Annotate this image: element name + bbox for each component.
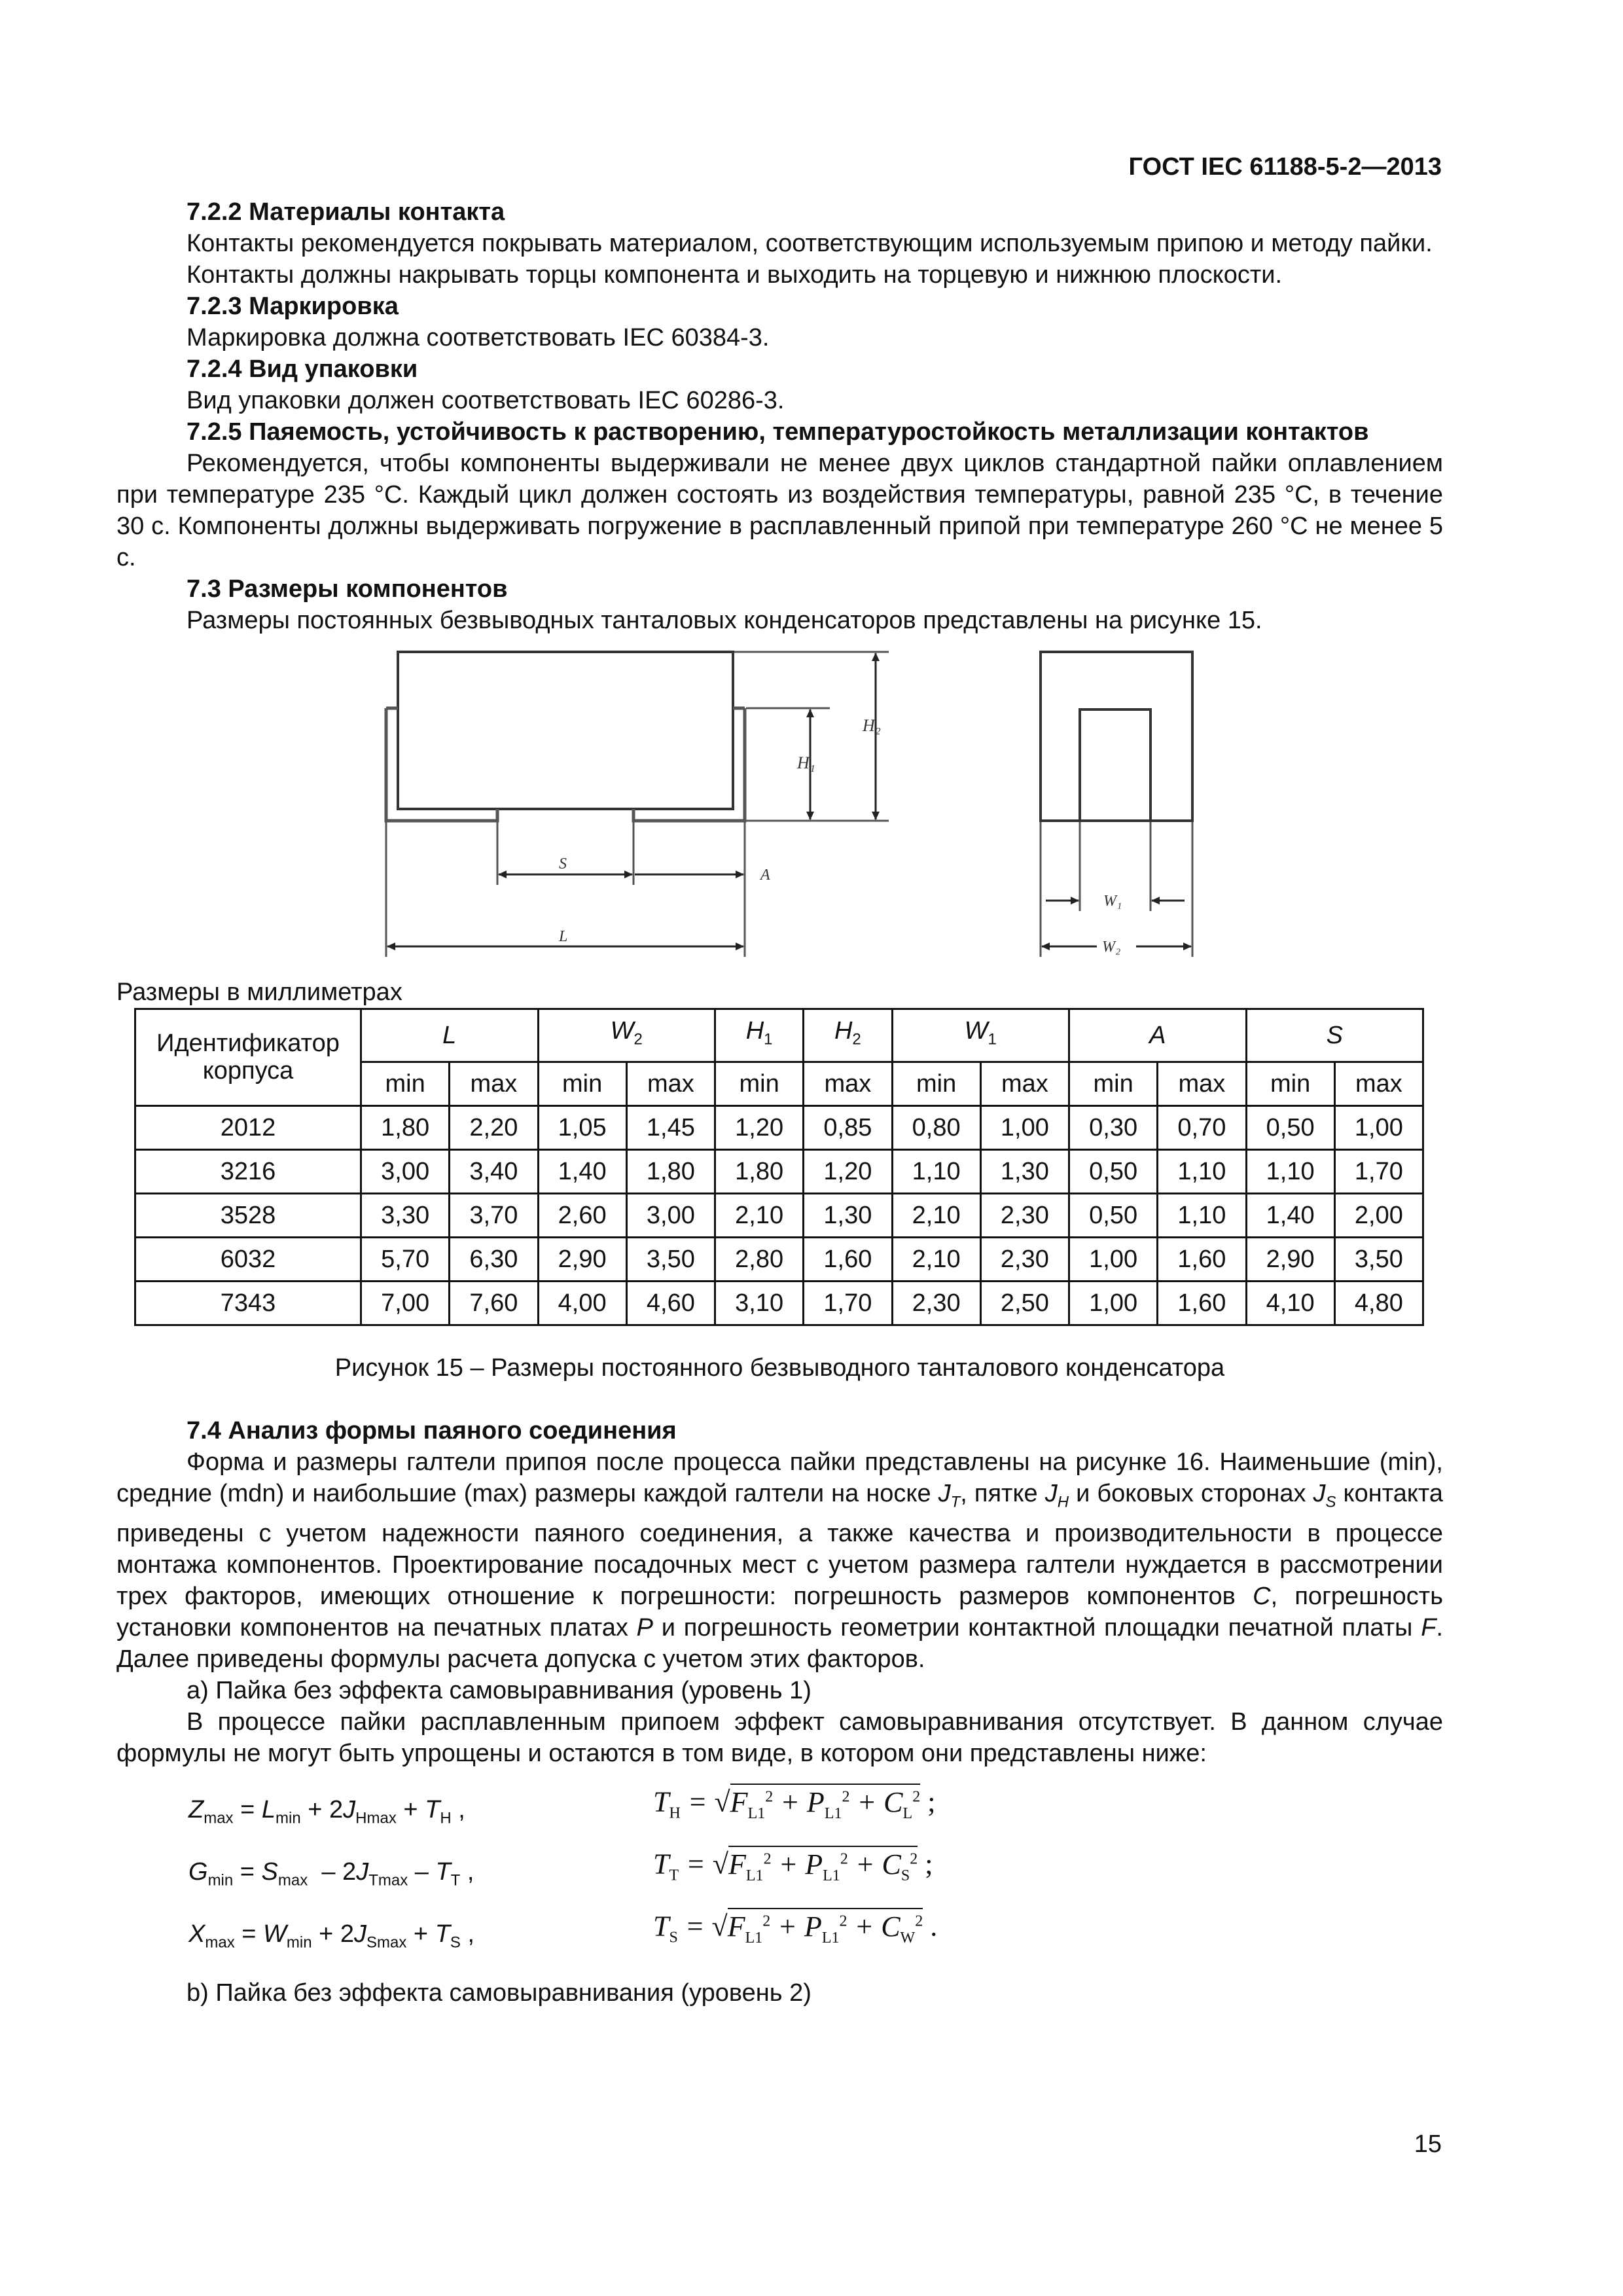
dimension-cell: 3,10 bbox=[715, 1281, 804, 1325]
page-content bbox=[116, 196, 1443, 2009]
dimension-cell: 2,10 bbox=[892, 1193, 980, 1237]
paragraph: Вид упаковки должен соответствовать IEC 60286-3. bbox=[187, 387, 785, 414]
dimension-cell: 7,60 bbox=[450, 1281, 538, 1325]
section-7-2-5-title: 7.2.5 Паяемость, устойчивость к растворению, температуростойкость металлизации контактов bbox=[187, 418, 1369, 446]
dimension-cell: 3,50 bbox=[626, 1237, 715, 1281]
paragraph: Размеры постоянных безвыводных танталовых конденсаторов представлены на рисунке 15. bbox=[187, 607, 1262, 634]
table-row bbox=[135, 1105, 1423, 1149]
dimension-cell: 1,80 bbox=[626, 1149, 715, 1193]
section-7-2-4-title: 7.2.4 Вид упаковки bbox=[187, 355, 418, 383]
dimension-cell: 4,10 bbox=[1246, 1281, 1334, 1325]
dimension-cell: 1,80 bbox=[715, 1149, 804, 1193]
dimension-cell: 1,10 bbox=[1246, 1149, 1334, 1193]
capacitor-body-side bbox=[398, 652, 733, 809]
units-note: Размеры в миллиметрах bbox=[116, 978, 402, 1006]
dimension-cell: 3,00 bbox=[361, 1149, 450, 1193]
formula-th: $T_H = √F_{L1}^2 + P_{L1}^2 + C_L^2$ ; bbox=[653, 1781, 935, 1829]
dimension-cell: 0,85 bbox=[804, 1105, 892, 1149]
dimension-cell: 0,50 bbox=[1246, 1105, 1334, 1149]
dimension-cell: 2,90 bbox=[538, 1237, 626, 1281]
subheader-max: max bbox=[1334, 1062, 1423, 1105]
case-id-cell: 7343 bbox=[135, 1281, 361, 1325]
header-w1: $W_1$ bbox=[892, 1009, 1069, 1062]
table-body bbox=[135, 1105, 1423, 1325]
figure-caption: Рисунок 15 – Размеры постоянного безвыводного танталового конденсатора bbox=[334, 1354, 1225, 1382]
list-item-b: b) Пайка без эффекта самовыравнивания (уровень 2) bbox=[187, 1979, 812, 2007]
formula-xmax: $X_{max} = W_{min} + 2J_{Smax} + T_S$ , bbox=[188, 1920, 475, 1952]
dimensions-table bbox=[134, 1008, 1424, 1326]
dimension-cell: 6,30 bbox=[450, 1237, 538, 1281]
dimension-cell: 2,50 bbox=[980, 1281, 1069, 1325]
dimension-cell: 4,60 bbox=[626, 1281, 715, 1325]
dimension-cell: 1,30 bbox=[980, 1149, 1069, 1193]
subheader-max: max bbox=[1158, 1062, 1246, 1105]
case-id-cell: 3528 bbox=[135, 1193, 361, 1237]
document-header: ГОСТ IEC 61188-5-2—2013 bbox=[1128, 153, 1442, 181]
dimension-cell: 1,05 bbox=[538, 1105, 626, 1149]
header-w2: $W_2$ bbox=[538, 1009, 715, 1062]
paragraph: Контакты рекомендуется покрывать материалом, соответствующим используемым припою и методу пайки. bbox=[187, 230, 1433, 257]
table-row bbox=[135, 1149, 1423, 1193]
dimension-cell: 1,40 bbox=[1246, 1193, 1334, 1237]
case-id-cell: 2012 bbox=[135, 1105, 361, 1149]
subheader-min: min bbox=[1246, 1062, 1334, 1105]
dimension-cell: 2,30 bbox=[892, 1281, 980, 1325]
dimension-cell: 1,10 bbox=[892, 1149, 980, 1193]
section-7-4-title: 7.4 Анализ формы паяного соединения bbox=[187, 1416, 677, 1444]
h2-label: H₂ bbox=[863, 716, 881, 735]
header-l: L bbox=[361, 1009, 539, 1062]
dimension-cell: 1,60 bbox=[1158, 1237, 1246, 1281]
formula-ts: $T_S = √F_{L1}^2 + P_{L1}^2 + C_W^2$ . bbox=[653, 1905, 937, 1953]
dimension-cell: 2,90 bbox=[1246, 1237, 1334, 1281]
header-h2: $H_2$ bbox=[804, 1009, 892, 1062]
dimension-cell: 3,70 bbox=[450, 1193, 538, 1237]
dimension-cell: 2,80 bbox=[715, 1237, 804, 1281]
dimension-cell: 2,00 bbox=[1334, 1193, 1423, 1237]
page-number: 15 bbox=[1414, 2130, 1442, 2158]
dimension-cell: 5,70 bbox=[361, 1237, 450, 1281]
paragraph: В процессе пайки расплавленным припоем эффект самовыравнивания отсутствует. В данном случае формулы не могут быть упрощены и остаются в том виде, в котором они представлены ниже: bbox=[116, 1708, 1443, 1768]
list-item-a: а) Пайка без эффекта самовыравнивания (уровень 1) bbox=[187, 1677, 812, 1705]
paragraph: Маркировка должна соответствовать IEC 60384-3. bbox=[187, 324, 770, 351]
dimension-cell: 0,80 bbox=[892, 1105, 980, 1149]
dimension-cell: 1,70 bbox=[1334, 1149, 1423, 1193]
dimension-cell: 0,50 bbox=[1069, 1193, 1158, 1237]
header-s: S bbox=[1246, 1009, 1423, 1062]
a-label: A bbox=[760, 867, 770, 884]
dimension-cell: 0,50 bbox=[1069, 1149, 1158, 1193]
dimension-cell: 2,20 bbox=[450, 1105, 538, 1149]
formula-tt: $T_T = √F_{L1}^2 + P_{L1}^2 + C_S^2$ ; bbox=[653, 1843, 933, 1891]
dimension-cell: 0,70 bbox=[1158, 1105, 1246, 1149]
section-7-2-3-title: 7.2.3 Маркировка bbox=[187, 293, 399, 320]
dimension-cell: 1,00 bbox=[1069, 1281, 1158, 1325]
dimension-cell: 1,60 bbox=[804, 1237, 892, 1281]
s-label: S bbox=[559, 855, 567, 872]
case-id-cell: 6032 bbox=[135, 1237, 361, 1281]
paragraph-fillet-analysis: Форма и размеры галтели припоя после процесса пайки представлены на рисунке 16. Наименьшие (min), средние (mdn) и наибольшие (max) размеры каждой галтели на носке $J_T$, пятке $J_H$ и боковых сторонах $J_S$ контакта приведены с учетом надежности паяного соединения, а также качества и производительности в процессе монтажа компонентов. Проектирование посадочных мест с учетом размера галтели нуждается в рассмотрении трех факторов, имеющих отношение к погрешности: погрешность размеров компонентов C, погрешность установки компонентов на печатных платах P и погрешность геометрии контактной площадки печатной платы F. Далее приведены формулы расчета допуска с учетом этих факторов. bbox=[116, 1448, 1444, 1674]
dimension-cell: 1,00 bbox=[1069, 1237, 1158, 1281]
subheader-max: max bbox=[804, 1062, 892, 1105]
dimension-cell: 1,70 bbox=[804, 1281, 892, 1325]
w1-label: W₁ bbox=[1103, 893, 1122, 910]
id-header: Идентификатор корпуса bbox=[135, 1009, 361, 1106]
dimension-cell: 2,30 bbox=[980, 1237, 1069, 1281]
dimension-cell: 1,10 bbox=[1158, 1149, 1246, 1193]
dimension-cell: 2,30 bbox=[980, 1193, 1069, 1237]
capacitor-dimension-drawing bbox=[116, 636, 1443, 977]
dimension-cell: 3,00 bbox=[626, 1193, 715, 1237]
subheader-max: max bbox=[450, 1062, 538, 1105]
dimension-cell: 2,10 bbox=[715, 1193, 804, 1237]
subheader-min: min bbox=[715, 1062, 804, 1105]
dimension-cell: 1,60 bbox=[1158, 1281, 1246, 1325]
formula-zmax: $Z_{max} = L_{min} + 2J_{Hmax} + T_H$ , bbox=[188, 1796, 465, 1827]
dimension-cell: 2,60 bbox=[538, 1193, 626, 1237]
dimension-cell: 1,40 bbox=[538, 1149, 626, 1193]
table-row bbox=[135, 1237, 1423, 1281]
dimension-cell: 1,20 bbox=[804, 1149, 892, 1193]
h1-label: H₁ bbox=[797, 753, 815, 772]
dimension-cell: 1,00 bbox=[980, 1105, 1069, 1149]
dimension-cell: 3,40 bbox=[450, 1149, 538, 1193]
dimension-cell: 7,00 bbox=[361, 1281, 450, 1325]
l-label: L bbox=[559, 928, 568, 945]
paragraph: Контакты должны накрывать торцы компонента и выходить на торцевую и нижнюю плоскости. bbox=[187, 261, 1283, 289]
dimension-cell: 1,10 bbox=[1158, 1193, 1246, 1237]
subheader-min: min bbox=[1069, 1062, 1158, 1105]
section-7-3-title: 7.3 Размеры компонентов bbox=[187, 575, 508, 603]
dimension-cell: 1,80 bbox=[361, 1105, 450, 1149]
dimension-cell: 1,00 bbox=[1334, 1105, 1423, 1149]
header-a: A bbox=[1069, 1009, 1247, 1062]
table-header-row bbox=[135, 1009, 1423, 1062]
w2-label: W₂ bbox=[1102, 939, 1121, 956]
termination-end bbox=[1080, 709, 1150, 821]
capacitor-drawing-svg bbox=[116, 636, 1443, 977]
table-row bbox=[135, 1193, 1423, 1237]
table-row bbox=[135, 1281, 1423, 1325]
dimension-cell: 3,50 bbox=[1334, 1237, 1423, 1281]
case-id-cell: 3216 bbox=[135, 1149, 361, 1193]
dimension-cell: 3,30 bbox=[361, 1193, 450, 1237]
subheader-min: min bbox=[538, 1062, 626, 1105]
dimension-cell: 1,20 bbox=[715, 1105, 804, 1149]
subheader-max: max bbox=[980, 1062, 1069, 1105]
subheader-min: min bbox=[361, 1062, 450, 1105]
dimension-cell: 1,45 bbox=[626, 1105, 715, 1149]
dimension-cell: 2,10 bbox=[892, 1237, 980, 1281]
section-7-2-2-title: 7.2.2 Материалы контакта bbox=[187, 198, 505, 226]
header-h1: $H_1$ bbox=[715, 1009, 804, 1062]
dimension-cell: 4,80 bbox=[1334, 1281, 1423, 1325]
dimension-cell: 4,00 bbox=[538, 1281, 626, 1325]
formula-gmin: $G_{min} = S_{max} - 2J_{Tmax} - T_T$ , bbox=[188, 1858, 474, 1890]
formulas-block bbox=[116, 1781, 1443, 1977]
paragraph: Рекомендуется, чтобы компоненты выдерживали не менее двух циклов стандартной пайки оплавлением при температуре 235 °С. Каждый цикл должен состоять из воздействия температуры, равной 235 °С, в течение 30 с. Компоненты должны выдерживать погружение в расплавленный припой при температуре 260 °С не менее 5 с. bbox=[116, 450, 1443, 571]
subheader-max: max bbox=[626, 1062, 715, 1105]
subheader-min: min bbox=[892, 1062, 980, 1105]
dimension-cell: 1,30 bbox=[804, 1193, 892, 1237]
dimension-cell: 0,30 bbox=[1069, 1105, 1158, 1149]
